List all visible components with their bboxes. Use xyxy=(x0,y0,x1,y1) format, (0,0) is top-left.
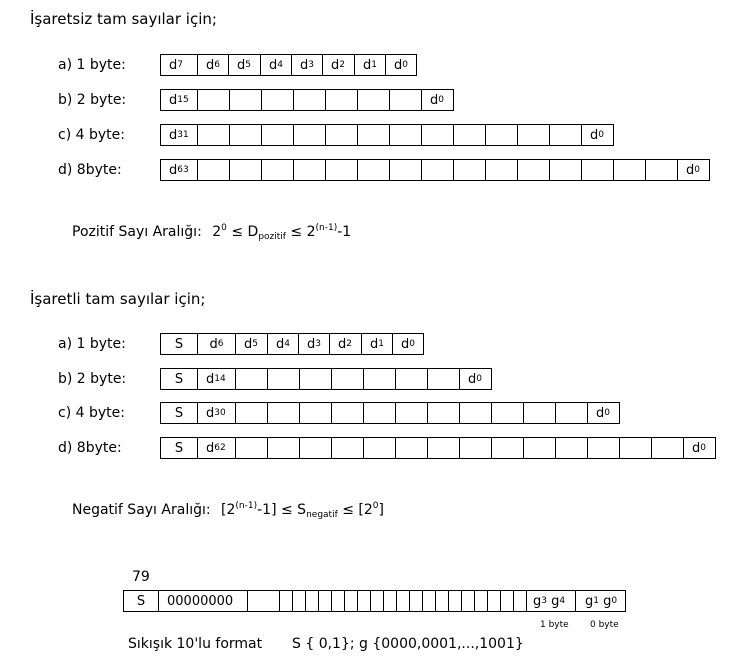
bit-cell xyxy=(390,160,422,180)
bit-cell xyxy=(436,591,449,611)
sign-cell: S xyxy=(161,369,198,389)
bit-cell: d 0 xyxy=(684,438,716,458)
signed-1byte-row xyxy=(160,333,424,355)
bit-cell: d 2 xyxy=(330,334,362,354)
positive-range: Pozitif Sayı Aralığı: $2^0 \le D_{pozitif} \le 2^{(n-1)}-1$ xyxy=(72,223,352,242)
zeros-cell: 00000000 xyxy=(159,591,248,611)
bit-cell xyxy=(582,160,614,180)
bit-cell: d 0 xyxy=(422,90,454,110)
bit-cell xyxy=(268,403,300,423)
bit-cell: d 15 xyxy=(161,90,198,110)
unsigned-8byte-row xyxy=(160,159,710,181)
bit-cell xyxy=(248,591,280,611)
bit-cell: d 5 xyxy=(236,334,268,354)
bit-cell xyxy=(293,591,306,611)
negative-range: Negatif Sayı Aralığı: $[2^{(n-1)}-1] \le S_{negatif} \le [2^0]$ xyxy=(72,501,384,520)
bit-cell xyxy=(550,125,582,145)
bit-cell xyxy=(262,90,294,110)
bit-cell xyxy=(646,160,678,180)
signed-label-d: d) 8byte: xyxy=(58,440,122,456)
unsigned-title: İşaretsiz tam sayılar için; xyxy=(30,10,217,28)
bit-cell: d 31 xyxy=(161,125,198,145)
bit-cell: d 0 xyxy=(588,403,620,423)
signed-4byte-row xyxy=(160,402,620,424)
bit-cell xyxy=(384,591,397,611)
bit-index-label: 79 xyxy=(132,569,150,585)
bit-cell xyxy=(294,160,326,180)
note-1byte: 1 byte xyxy=(540,620,569,630)
sign-cell: S xyxy=(161,438,198,458)
signed-label-a: a) 1 byte: xyxy=(58,336,126,352)
bit-cell xyxy=(422,160,454,180)
bit-cell xyxy=(332,438,364,458)
bit-cell xyxy=(300,403,332,423)
bit-cell: d 3 xyxy=(292,55,323,75)
bit-cell: d 0 xyxy=(386,55,417,75)
bit-cell xyxy=(462,591,475,611)
bit-cell xyxy=(364,438,396,458)
bit-cell xyxy=(345,591,358,611)
bit-cell: d 0 xyxy=(460,369,492,389)
bit-cell: d 4 xyxy=(261,55,292,75)
bit-cell xyxy=(268,438,300,458)
bit-cell xyxy=(460,438,492,458)
bit-cell xyxy=(390,90,422,110)
bit-cell xyxy=(319,591,332,611)
bit-cell: d 1 xyxy=(355,55,386,75)
bit-cell xyxy=(358,591,371,611)
bit-cell xyxy=(449,591,462,611)
bit-cell xyxy=(326,125,358,145)
bit-cell xyxy=(620,438,652,458)
bit-cell xyxy=(294,90,326,110)
bit-cell xyxy=(410,591,423,611)
positive-range-label: Pozitif Sayı Aralığı: xyxy=(72,224,202,240)
bit-cell xyxy=(358,125,390,145)
bit-cell xyxy=(492,403,524,423)
bit-cell xyxy=(306,591,319,611)
unsigned-4byte-row xyxy=(160,124,614,146)
bit-cell xyxy=(326,160,358,180)
unsigned-label-d: d) 8byte: xyxy=(58,162,122,178)
unsigned-label-b: b) 2 byte: xyxy=(58,92,127,108)
bit-cell xyxy=(396,369,428,389)
bit-cell: d 0 xyxy=(678,160,710,180)
bit-cell xyxy=(486,125,518,145)
bit-cell xyxy=(428,438,460,458)
bit-cell xyxy=(198,160,230,180)
bit-cell: d 6 xyxy=(198,334,236,354)
bit-cell xyxy=(236,403,268,423)
bit-cell xyxy=(550,160,582,180)
bit-cell: d 30 xyxy=(198,403,236,423)
bit-cell xyxy=(454,125,486,145)
bit-cell xyxy=(556,438,588,458)
bit-cell xyxy=(294,125,326,145)
packed-bcd-row xyxy=(123,590,626,612)
bit-cell xyxy=(492,438,524,458)
bit-cell xyxy=(230,160,262,180)
bit-cell xyxy=(332,369,364,389)
bit-cell: d 5 xyxy=(229,55,261,75)
bit-cell: d 62 xyxy=(198,438,236,458)
sign-cell: S xyxy=(124,591,159,611)
bit-cell xyxy=(198,125,230,145)
bit-cell xyxy=(300,438,332,458)
unsigned-label-c: c) 4 byte: xyxy=(58,127,125,143)
bit-cell xyxy=(262,160,294,180)
bit-cell xyxy=(230,90,262,110)
signed-label-c: c) 4 byte: xyxy=(58,405,125,421)
bit-cell xyxy=(262,125,294,145)
signed-label-b: b) 2 byte: xyxy=(58,371,127,387)
bit-cell xyxy=(460,403,492,423)
bit-cell: d 4 xyxy=(268,334,299,354)
note-0byte: 0 byte xyxy=(590,620,619,630)
bit-cell: d 3 xyxy=(299,334,330,354)
bit-cell xyxy=(652,438,684,458)
bit-cell xyxy=(486,160,518,180)
bit-cell: d 63 xyxy=(161,160,198,180)
bit-cell xyxy=(396,403,428,423)
bit-cell xyxy=(300,369,332,389)
bit-cell xyxy=(514,591,527,611)
bit-cell xyxy=(358,90,390,110)
bit-cell xyxy=(518,160,550,180)
bit-cell xyxy=(236,369,268,389)
bit-cell xyxy=(371,591,384,611)
bit-cell: d 0 xyxy=(582,125,614,145)
packed-caption: Sıkışık 10'lu format xyxy=(128,636,263,652)
bit-cell xyxy=(230,125,262,145)
bit-cell: d 7 xyxy=(161,55,198,75)
bit-cell xyxy=(268,369,300,389)
bit-cell xyxy=(524,438,556,458)
bit-cell xyxy=(236,438,268,458)
bit-cell xyxy=(614,160,646,180)
bit-cell xyxy=(556,403,588,423)
bit-cell: d 1 xyxy=(362,334,393,354)
unsigned-1byte-row xyxy=(160,54,417,76)
packed-caption-formula: S { 0,1}; g {0000,0001,...,1001} xyxy=(292,636,524,652)
bit-cell xyxy=(332,591,345,611)
bit-cell xyxy=(326,90,358,110)
bit-cell xyxy=(397,591,410,611)
group-cell-g3g4: g 3 g 4 xyxy=(527,591,576,611)
bit-cell: d 2 xyxy=(323,55,355,75)
bit-cell xyxy=(524,403,556,423)
negative-range-label: Negatif Sayı Aralığı: xyxy=(72,502,211,518)
bit-cell xyxy=(475,591,488,611)
bit-cell: d 6 xyxy=(198,55,229,75)
unsigned-label-a: a) 1 byte: xyxy=(58,57,126,73)
bit-cell xyxy=(198,90,230,110)
group-cell-g1g0: g 1 g 0 xyxy=(576,591,626,611)
bit-cell xyxy=(501,591,514,611)
sign-cell: S xyxy=(161,334,198,354)
bit-cell xyxy=(428,403,460,423)
bit-cell xyxy=(588,438,620,458)
bit-cell xyxy=(423,591,436,611)
signed-title: İşaretli tam sayılar için; xyxy=(30,290,206,308)
bit-cell xyxy=(332,403,364,423)
signed-8byte-row xyxy=(160,437,716,459)
bit-cell xyxy=(422,125,454,145)
bit-cell xyxy=(428,369,460,389)
bit-cell xyxy=(396,438,428,458)
bit-cell xyxy=(454,160,486,180)
bit-cell xyxy=(364,403,396,423)
bit-cell xyxy=(364,369,396,389)
sign-cell: S xyxy=(161,403,198,423)
bit-cell: d 14 xyxy=(198,369,236,389)
bit-cell: d 0 xyxy=(393,334,424,354)
signed-2byte-row xyxy=(160,368,492,390)
unsigned-2byte-row xyxy=(160,89,454,111)
bit-cell xyxy=(488,591,501,611)
bit-cell xyxy=(358,160,390,180)
bit-cell xyxy=(390,125,422,145)
bit-cell xyxy=(518,125,550,145)
bit-cell xyxy=(280,591,293,611)
